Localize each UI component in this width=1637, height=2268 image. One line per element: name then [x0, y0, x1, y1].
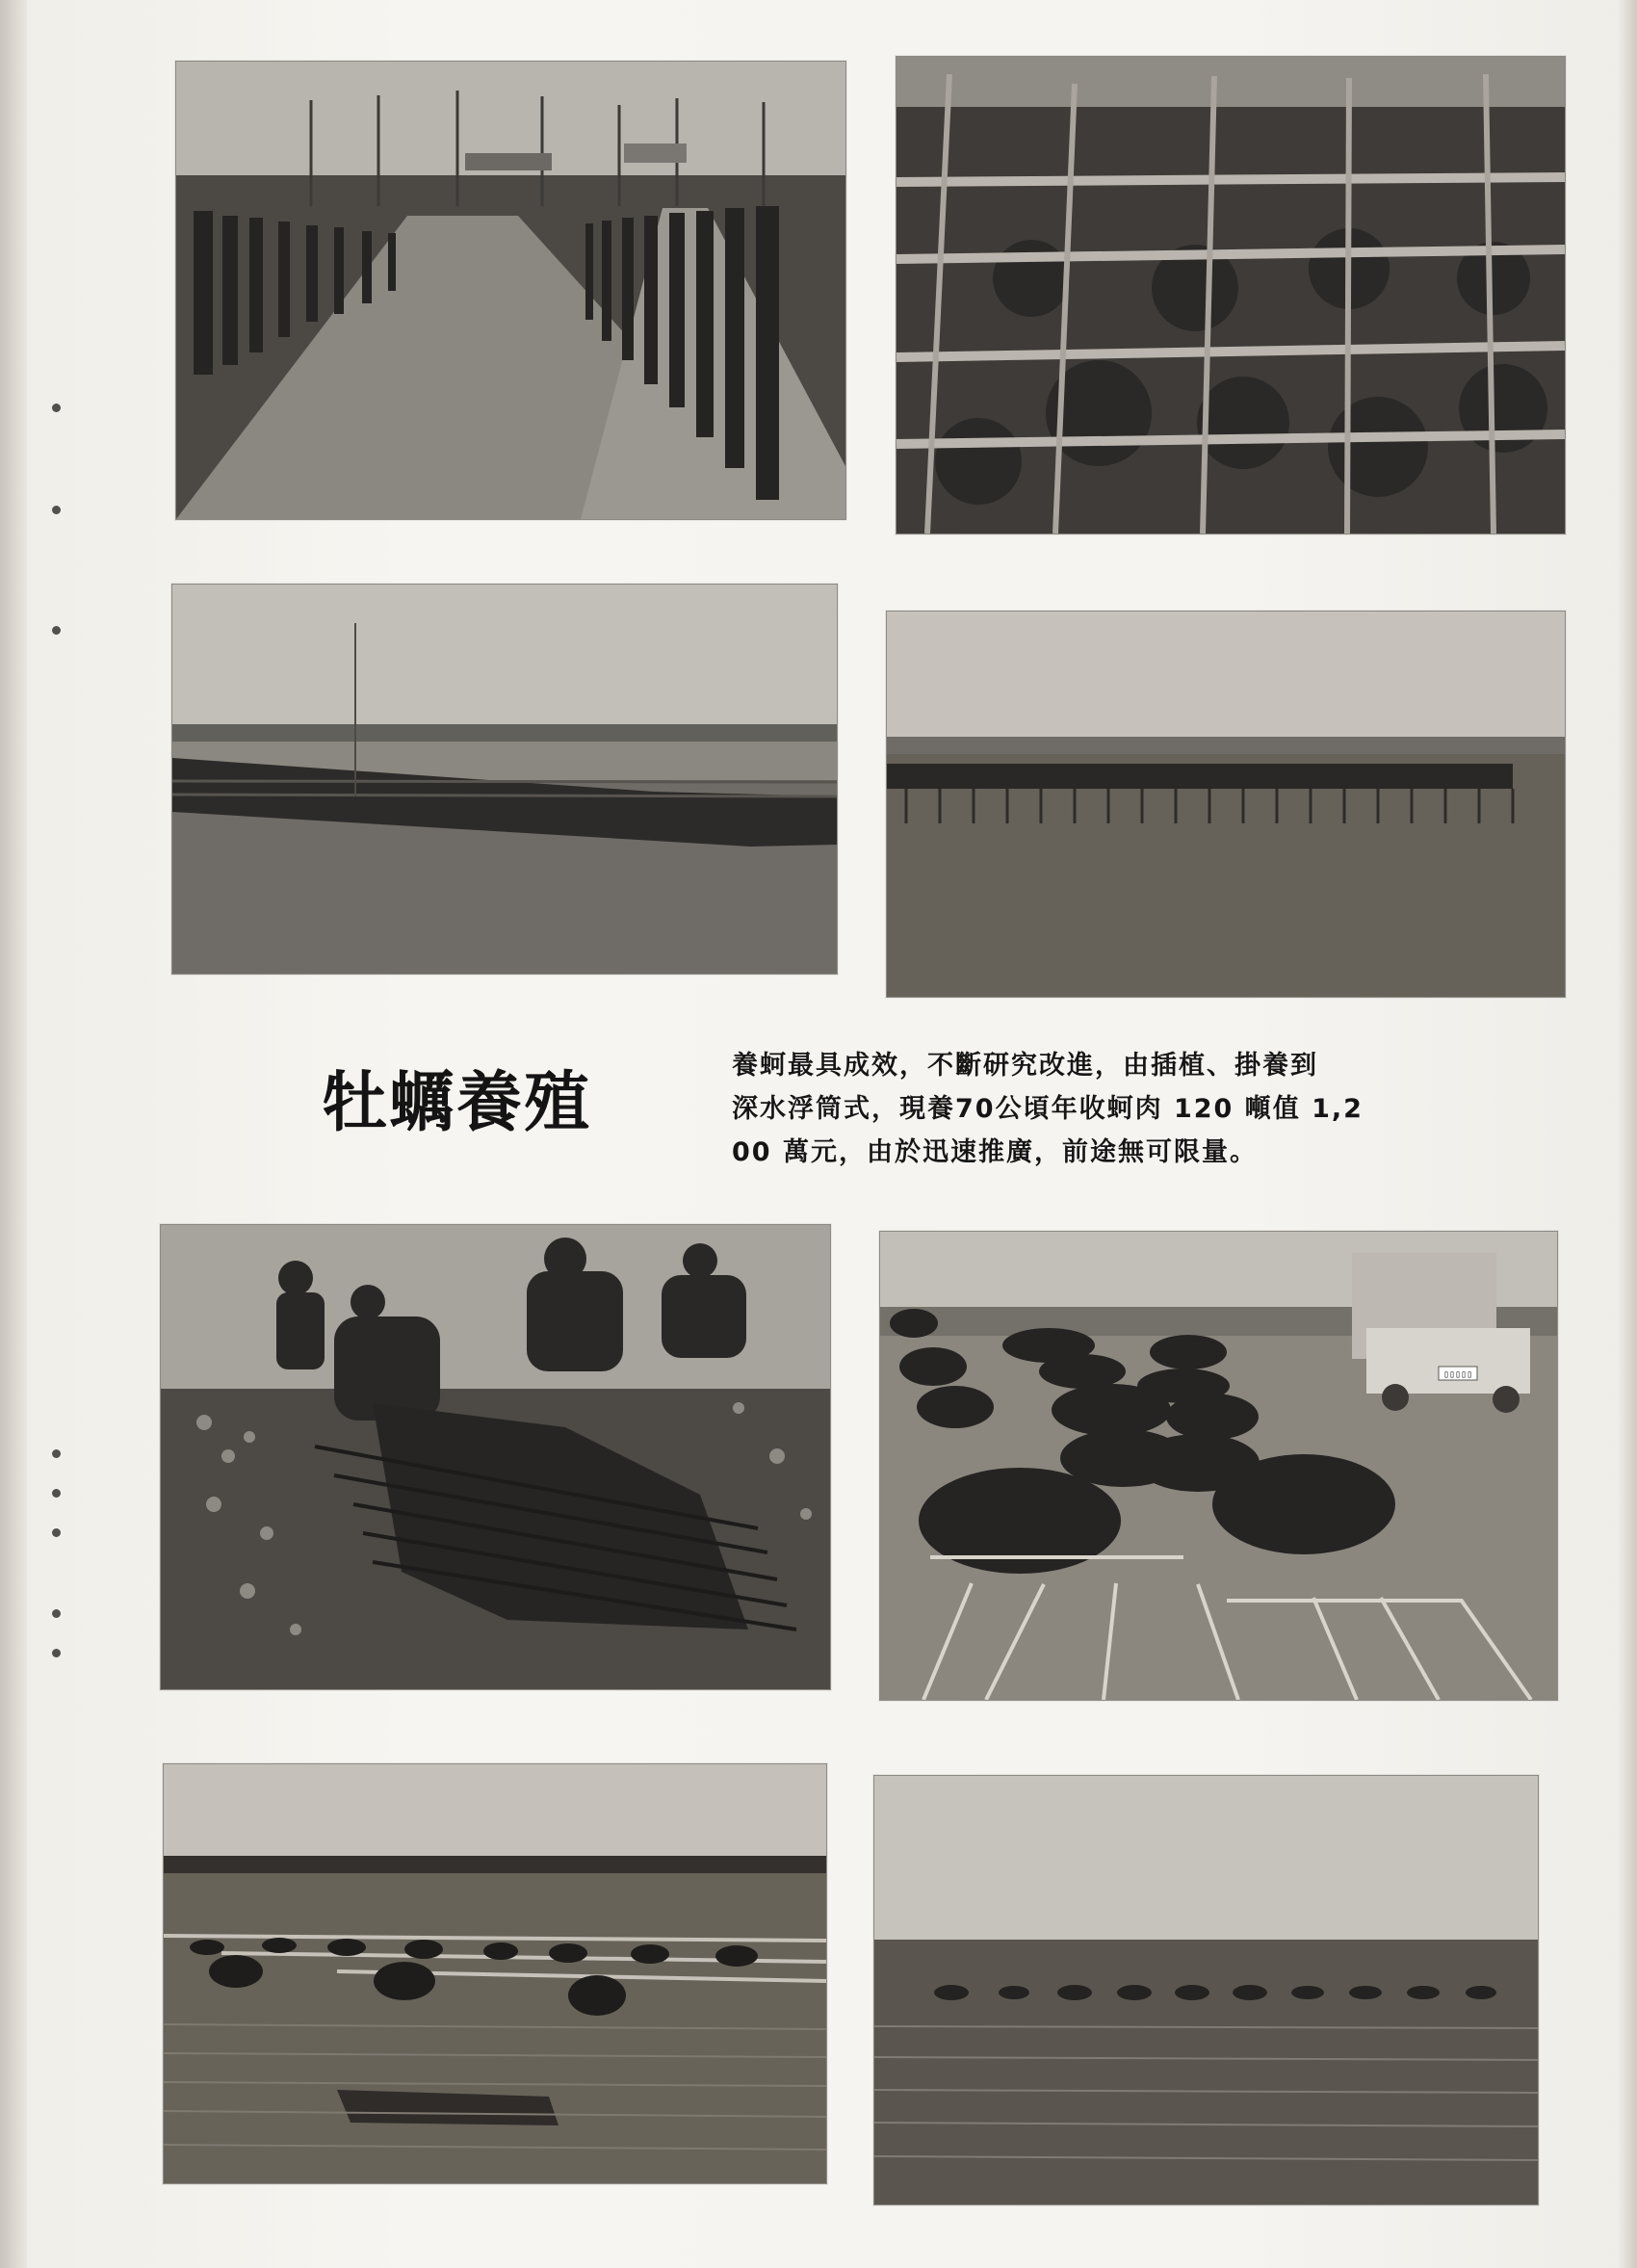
binding-hole	[52, 626, 61, 635]
truck-license-plate: ▯▯▯▯▯	[1443, 1369, 1473, 1380]
shore-rack-field-photo	[171, 584, 838, 975]
binding-hole	[52, 1609, 61, 1618]
binding-hole	[52, 1449, 61, 1458]
binding-hole	[52, 506, 61, 514]
description-line: 養蚵最具成效，不斷研究改進，由插植、掛養到	[732, 1051, 1318, 1081]
binding-hole	[52, 404, 61, 412]
binding-hole	[52, 1528, 61, 1537]
page-right-edge	[1618, 0, 1637, 2268]
pier-rack-water-photo	[886, 611, 1566, 998]
page-title: 牡蠣養殖	[322, 1065, 592, 1141]
floating-rafts-water-photo	[163, 1763, 827, 2184]
binding-hole	[52, 1649, 61, 1657]
description-text	[732, 1044, 1550, 1179]
buoys-open-water-photo	[873, 1775, 1539, 2205]
page-left-edge	[0, 0, 27, 2268]
oyster-rack-crossbeams-photo	[896, 56, 1566, 534]
floating-drums-on-ground-photo	[879, 1231, 1558, 1701]
binding-hole	[52, 1489, 61, 1498]
workers-preparing-ropes-photo	[160, 1224, 831, 1690]
description-line: 深水浮筒式，現養70公頃年收蚵肉 120 噸值 1,2	[732, 1094, 1364, 1124]
description-line: 00 萬元，由於迅速推廣，前途無可限量。	[732, 1137, 1258, 1167]
oyster-rack-rows-photo	[175, 61, 846, 520]
